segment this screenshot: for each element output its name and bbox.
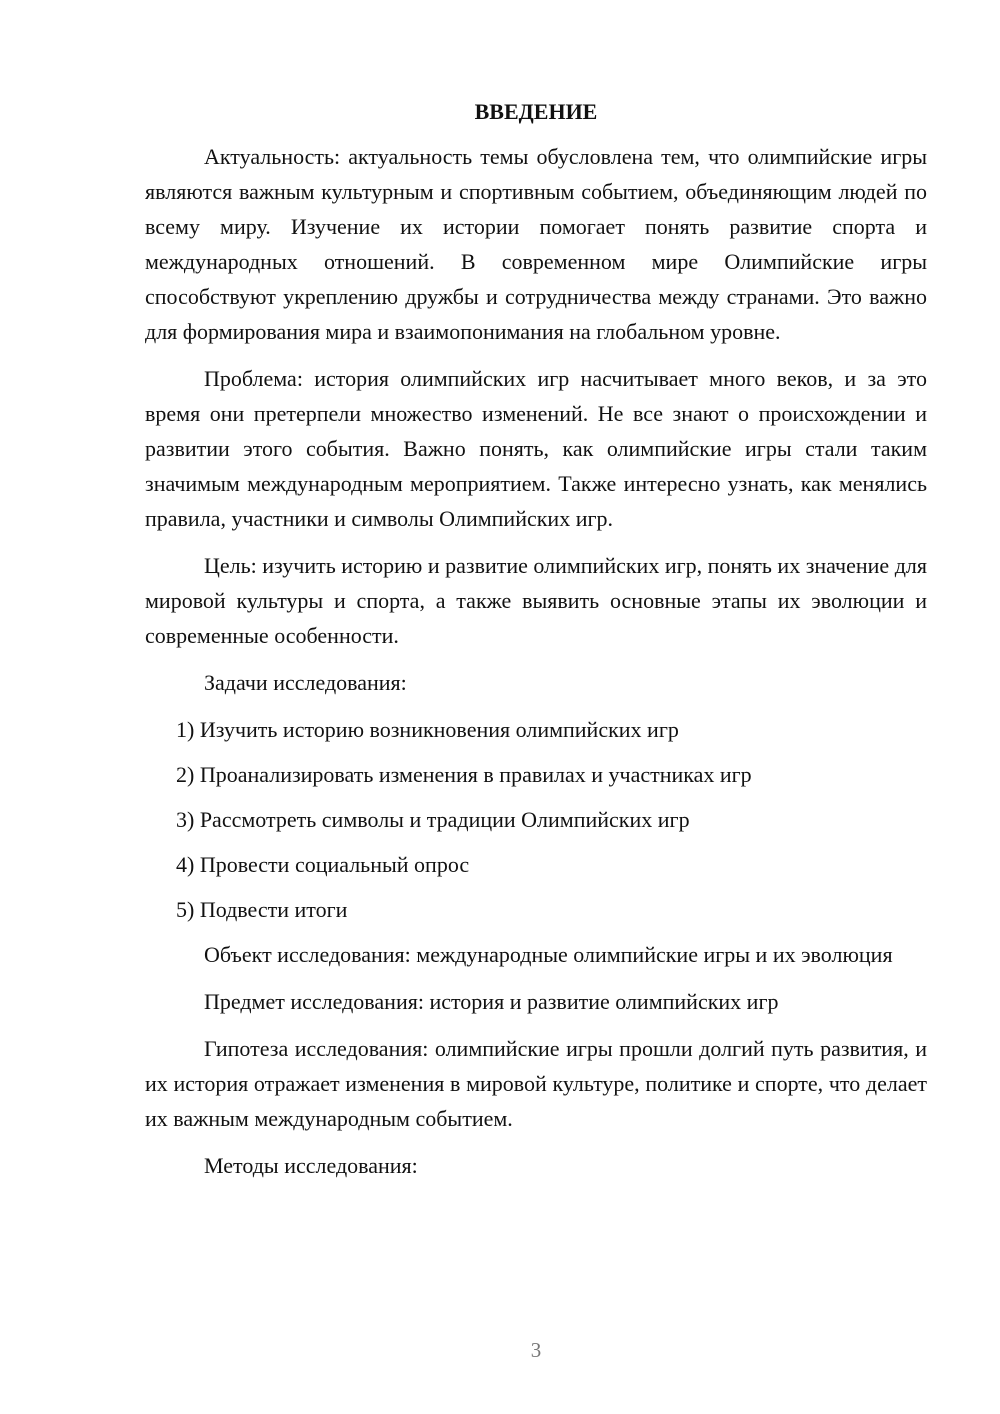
subject-paragraph: Предмет исследования: история и развитие олимпийских игр [204,989,779,1014]
page-number: 3 [530,1338,542,1362]
tasks-title: Задачи исследования: [204,670,407,695]
page-content [145,94,927,1195]
section-heading: ВВЕДЕНИЕ [474,99,598,124]
hypothesis-paragraph: Гипотеза исследования: олимпийские игры прошли долгий путь развития, и их история отражает изменения в мировой культуре, политике и спорте, что делает их важным международным событием. [145,1036,927,1131]
methods-title: Методы исследования: [204,1153,418,1178]
goal-paragraph: Цель: изучить историю и развитие олимпийских игр, понять их значение для мировой культуры и спорта, а также выявить основные этапы их эволюции и современные особенности. [145,553,927,648]
task-item-1: 1) Изучить историю возникновения олимпийских игр [176,717,679,742]
problem-paragraph: Проблема: история олимпийских игр насчитывает много веков, и за это время они претерпели множество изменений. Не все знают о происхождении и развитии этого события. Важно понять, как олимпийские игры стали таким значимым международным мероприятием. Также интересно узнать, как менялись правила, участники и символы Олимпийских игр. [145,366,927,531]
object-paragraph: Объект исследования: международные олимпийские игры и их эволюция [204,942,893,967]
relevance-paragraph: Актуальность: актуальность темы обусловлена тем, что олимпийские игры являются важным культурным и спортивным событием, объединяющим людей по всему миру. Изучение их истории помогает понять развитие спорта и международных отношений. В современном мире Олимпийские игры способствуют укреплению дружбы и сотрудничества между странами. Это важно для формирования мира и взаимопонимания на глобальном уровне. [145,144,927,344]
task-item-2: 2) Проанализировать изменения в правилах и участниках игр [176,762,752,787]
task-item-5: 5) Подвести итоги [176,897,348,922]
task-item-4: 4) Провести социальный опрос [176,852,470,877]
tasks-list [145,712,927,927]
task-item-3: 3) Рассмотреть символы и традиции Олимпийских игр [176,807,690,832]
